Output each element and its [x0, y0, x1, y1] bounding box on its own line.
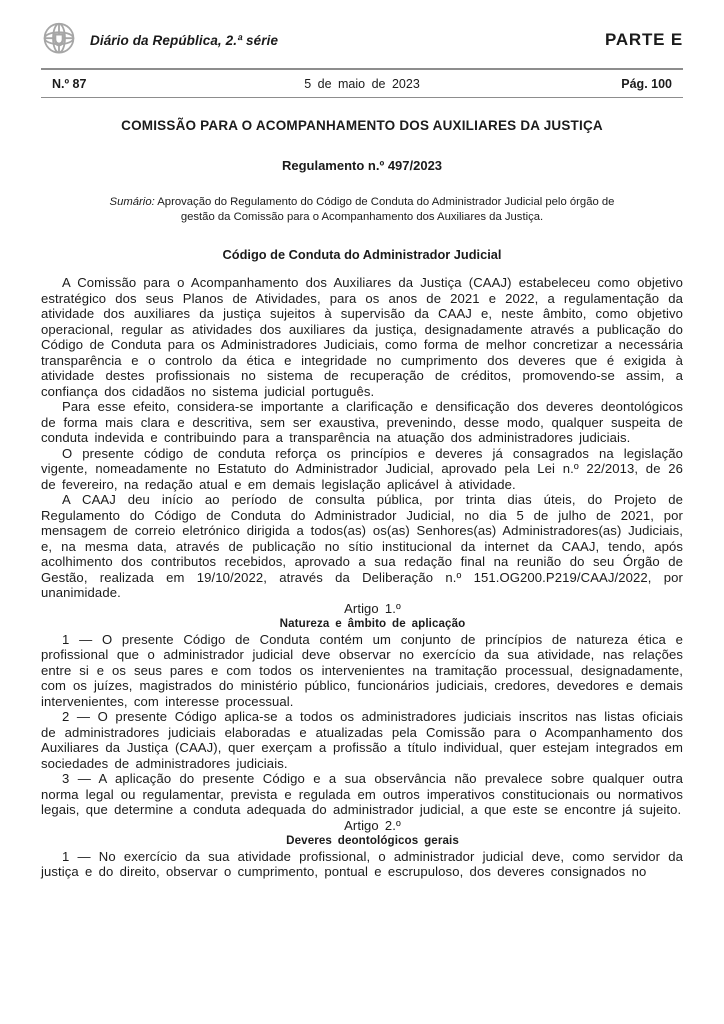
page-content [41, 0, 683, 880]
regulation-number: Regulamento n.º 497/2023 [281, 158, 443, 173]
intro-paragraph: O presente código de conduta reforça os princípios e deveres já consagrados na legislação vigente, nomeadamente no Estatuto do Administrador Judicial, aprovado pela Lei n.º 22/2013, de 26 de fevereiro, na redação atual e em demais legislação aplicável à atividade. [41, 445, 683, 492]
page-number: Pág. 100 [621, 77, 672, 91]
article-1-number: Artigo 1.º [344, 600, 401, 616]
masthead [41, 0, 683, 62]
issue-date: 5 de maio de 2023 [304, 77, 420, 91]
article-1-title: Natureza e âmbito de aplicação [279, 617, 466, 630]
article-1-paragraph: 2 — O presente Código aplica-se a todos os administradores judiciais inscritos nas listas oficiais de administradores judiciais elaboradas e atualizadas pela Comissão para o Acompanhamento dos Auxiliares da Justiça (CAAJ), quer exerçam a profissão a título individual, quer estejam integrados em sociedades de administradores judiciais. [41, 709, 683, 771]
summary-text: Aprovação do Regulamento do Código de Conduta do Administrador Judicial pelo órgão de gestão da Comissão para o Acompanhamento dos Auxiliares da Justiça. [157, 196, 615, 223]
journal-title: Diário da República, 2.ª série [90, 32, 279, 48]
issue-meta-row [41, 70, 683, 97]
article-1-paragraph: 3 — A aplicação do presente Código e a sua observância não prevalece sobre qualquer outra norma legal ou regulamentar, prevista e regulada em outros imperativos constitucionais ou normativos legais, que determine a conduta adequada do administrador judicial, a que este se encontre já sujeito. [41, 771, 683, 817]
header-divider-bottom [41, 97, 683, 98]
article-2-number: Artigo 2.º [344, 817, 401, 833]
summary-label: Sumário: [109, 196, 155, 208]
intro-paragraph: Para esse efeito, considera-se importante a clarificação e densificação dos deveres deontológicos de forma mais clara e descritiva, sem ser exaustiva, prevenindo, desse modo, qualquer suspeita de conduta indevida e contribuindo para a transparência na atuação dos administradores judiciais. [41, 399, 683, 445]
article-1-paragraph: 1 — O presente Código de Conduta contém um conjunto de princípios de natureza ética e profissional que o administrador judicial deve observar no exercício da sua atividade, nas relações entre si e os seus pares e com todos os intervenientes na tramitação processual, designadamente, com os juízes, magistrados do ministério público, funcionários judiciais, credores, devedores e demais intervenientes, com interesse processual. [41, 631, 683, 709]
article-2-title: Deveres deontológicos gerais [286, 834, 459, 847]
part-label: PARTE E [604, 30, 683, 49]
summary-block [95, 195, 630, 224]
intro-paragraph: A Comissão para o Acompanhamento dos Auxiliares da Justiça (CAAJ) estabeleceu como objetivo estratégico dos seus Planos de Atividades, para os anos de 2021 e 2022, a regulamentação da atividade dos auxiliares da justiça sujeitos à supervisão da CAAJ e, neste âmbito, como objetivo operacional, regular as atividades dos auxiliares da justiça, designadamente através a publicação do Código de Conduta para os Administradores Judiciais, como forma de melhor concretizar a necessária transparência e o controlo da ética e integridade no cumprimento dos deveres que é exigida à atividade destes profissionais no sistema de recuperação de créditos, promovendo-se assim, a confiança dos cidadãos no sistema judicial português. [41, 275, 683, 399]
document-body [41, 275, 683, 880]
intro-paragraph: A CAAJ deu início ao período de consulta pública, por trinta dias úteis, do Projeto de Regulamento do Código de Conduta do Administrador Judicial, no dia 5 de julho de 2021, por mensagem de correio eletrónico dirigida a todos(as) os(as) Senhores(as) Administradores(as) Judiciais, e, na mesma data, através de publicação no sítio institucional da internet da CAAJ, tendo, após acolhimento dos contributos recebidos, aprovado a sua redação final na reunião do seu Órgão de Gestão, realizada em 19/10/2022, através da Deliberação n.º 151.OG200.P219/CAAJ/2022, por unanimidade. [41, 492, 683, 600]
entity-title: COMISSÃO PARA O ACOMPANHAMENTO DOS AUXILIARES DA JUSTIÇA [121, 118, 603, 133]
issue-number: N.º 87 [52, 77, 87, 91]
article-2-paragraph: 1 — No exercício da sua atividade profissional, o administrador judicial deve, como servidor da justiça e do direito, observar o cumprimento, pontual e escrupuloso, dos deveres consignados no [41, 848, 683, 879]
coat-of-arms-icon [41, 19, 77, 61]
code-of-conduct-title: Código de Conduta do Administrador Judicial [222, 247, 502, 262]
